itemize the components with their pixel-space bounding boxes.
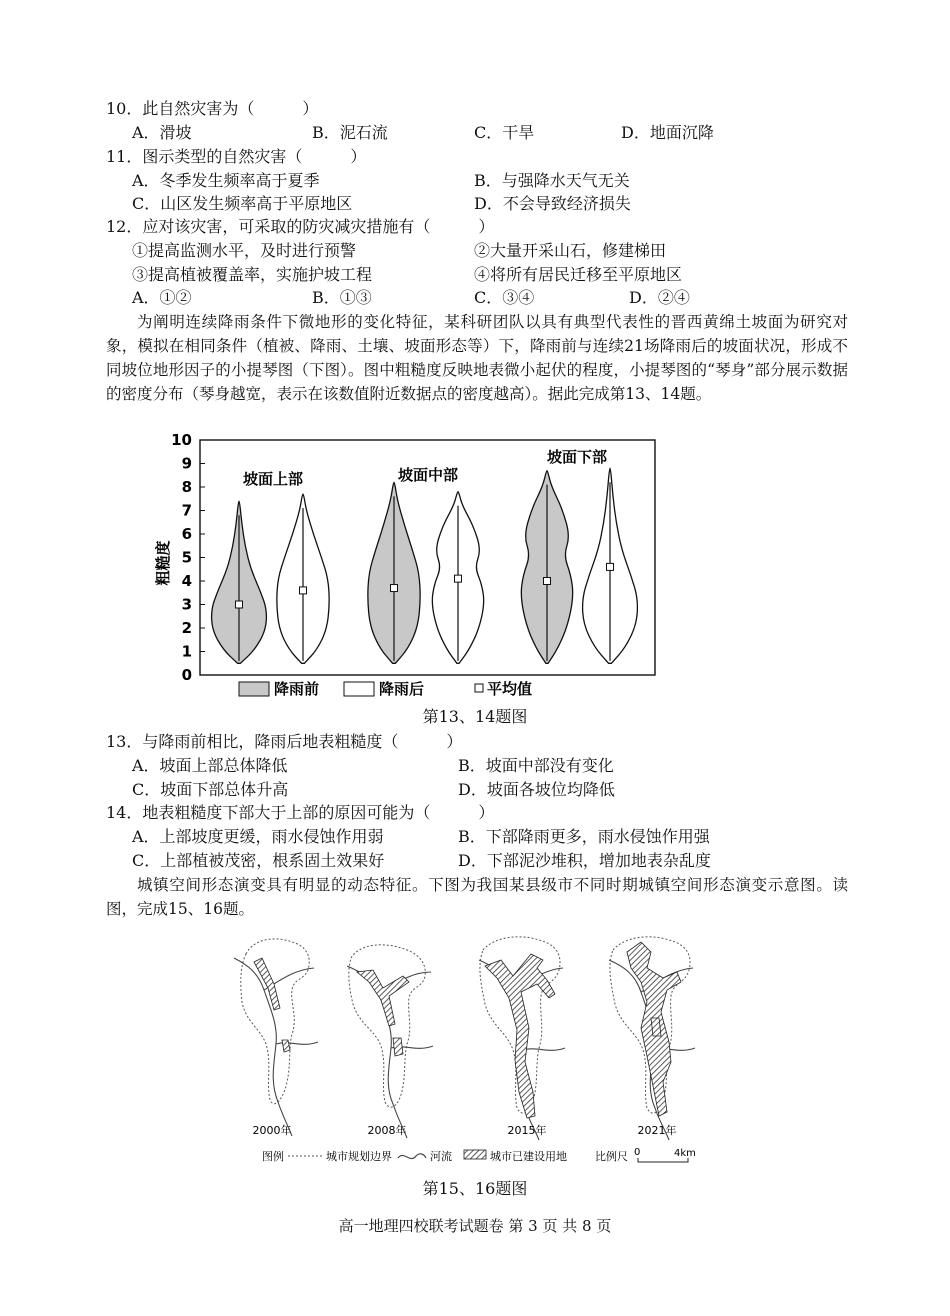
violin-mean-marker [455,575,462,582]
q11-option-a: A．冬季发生频率高于夏季 [132,171,320,190]
y-tick-label: 4 [181,572,192,590]
q13-option-d: D．坡面各坡位均降低 [458,780,615,799]
q12-option-d: D．②④ [629,288,690,307]
y-tick-label: 7 [181,501,192,520]
q11-stem: 11．图示类型的自然灾害（ ） [106,147,367,166]
built-area-2000-b [282,1040,290,1052]
q14-option-a: A．上部坡度更缓，雨水侵蚀作用弱 [132,827,384,846]
violin-group-label-lower: 坡面下部 [546,448,608,466]
q11-option-c: C．山区发生频率高于平原地区 [132,194,353,213]
violin-caption: 第13、14题图 [422,707,528,726]
map-panel-2000 [234,939,318,1137]
y-tick-label: 1 [181,642,192,661]
page-footer: 高一地理四校联考试题卷 第 3 页 共 8 页 [338,1217,612,1235]
legend-swatch-before [239,682,269,696]
q10-stem: 10．此自然灾害为（ ） [106,99,319,118]
map-panel-2021 [609,937,695,1140]
q10-option-a: A．滑坡 [132,123,192,142]
built-area-2000 [254,958,280,1010]
violin-mean-marker [236,601,243,608]
q11-option-d: D．不会导致经济损失 [474,194,631,213]
q12-option-c: C．③④ [474,288,535,307]
urban-evolution-map [222,932,742,1144]
map-legend-boundary: 城市规划边界 [326,1150,392,1163]
y-tick-label: 6 [181,525,192,543]
legend-swatch-after [344,682,374,696]
q12-item-2: ②大量开采山石，修建梯田 [474,241,667,260]
map-legend-title: 图例 [262,1150,284,1163]
built-area-2008-b [393,1038,403,1056]
legend-built-symbol [464,1150,486,1159]
map-legend-river: 河流 [430,1150,452,1163]
passage-urban [106,873,848,921]
y-tick-label: 3 [181,595,192,614]
y-tick-label: 0 [181,666,192,684]
violin-group-label-upper: 坡面上部 [242,470,304,488]
map-scale-label: 比例尺 [595,1150,628,1163]
q14-option-b: B．下部降雨更多，雨水侵蚀作用强 [458,827,710,846]
planning-boundary-2008 [349,945,425,1107]
violin-chart [150,428,670,703]
q12-item-3: ③提高植被覆盖率，实施护坡工程 [132,265,373,284]
y-tick-label: 2 [181,619,192,637]
violin-mean-marker [544,578,551,585]
map-year-2000: 2000年 [252,1124,292,1137]
map-scale-length: 4km [674,1148,696,1159]
passage-violin [106,310,848,406]
map-legend-built: 城市已建设用地 [490,1150,567,1163]
q10-option-c: C．干旱 [474,123,535,142]
violin-mean-marker [300,587,307,594]
q10-option-d: D．地面沉降 [621,123,714,142]
q11-option-b: B．与强降水天气无关 [474,171,630,190]
map-scale-zero: 0 [634,1147,641,1158]
violin-group-label-middle: 坡面中部 [397,466,459,484]
violin-mean-marker [391,585,398,592]
legend-label-mean: 平均值 [487,680,533,698]
map-panel-2008 [347,945,433,1138]
map-panel-2015 [479,937,565,1140]
q12-option-b: B．①③ [312,288,372,307]
legend-swatch-mean [475,684,483,692]
built-area-2015 [485,954,555,1118]
q14-option-d: D．下部泥沙堆积，增加地表杂乱度 [458,851,711,870]
legend-label-before: 降雨前 [274,680,320,698]
river-2000 [234,958,318,1136]
q13-option-a: A．坡面上部总体降低 [132,756,288,775]
violin-mean-marker [607,563,614,570]
q13-option-c: C．坡面下部总体升高 [132,780,289,799]
violin-y-axis-label: 粗糙度 [154,540,172,586]
legend-river-symbol [398,1154,426,1159]
legend-label-after: 降雨后 [379,680,425,698]
q10-option-b: B．泥石流 [312,123,388,142]
planning-boundary-2000 [241,939,309,1104]
passage-violin-text: 为阐明连续降雨条件下微地形的变化特征，某科研团队以具有典型代表性的晋西黄绵土坡面为研究对象，模拟在相同条件（植被、降雨、土壤、坡面形态等）下，降雨前与连续21场降雨后的坡面状况，形成不同坡位地形因子的小提琴图（下图）。图中粗糙度反映地表微小起伏的程度，小提琴图的“琴身”部分展示数据的密度分布（琴身越宽，表示在该数值附近数据点的密度越高）。据此完成第13、14题。 [106,313,848,403]
y-tick-label: 5 [181,548,192,567]
y-tick-label: 8 [181,478,192,496]
q14-option-c: C．上部植被茂密，根系固土效果好 [132,851,385,870]
map-year-2021: 2021年 [637,1124,677,1137]
q12-item-4: ④将所有居民迁移至平原地区 [474,265,683,284]
map-year-2015: 2015年 [507,1124,547,1137]
y-tick-label: 10 [171,431,192,449]
map-legend [262,1146,732,1168]
map-caption: 第15、16题图 [422,1179,528,1198]
q14-stem: 14．地表粗糙度下部大于上部的原因可能为（ ） [106,803,495,822]
passage-urban-text: 城镇空间形态演变具有明显的动态特征。下图为我国某县级市不同时期城镇空间形态演变示意图。读图，完成15、16题。 [106,876,848,918]
built-area-2008 [357,970,409,1026]
map-year-2008: 2008年 [367,1124,407,1137]
q12-item-1: ①提高监测水平，及时进行预警 [132,241,357,260]
built-area-2021-b [651,1018,661,1036]
q12-stem: 12．应对该灾害，可采取的防灾减灾措施有（ ） [106,217,495,236]
q12-option-a: A．①② [132,288,192,307]
y-tick-label: 9 [181,454,192,473]
q13-option-b: B．坡面中部没有变化 [458,756,614,775]
q13-stem: 13．与降雨前相比，降雨后地表粗糙度（ ） [106,732,463,751]
